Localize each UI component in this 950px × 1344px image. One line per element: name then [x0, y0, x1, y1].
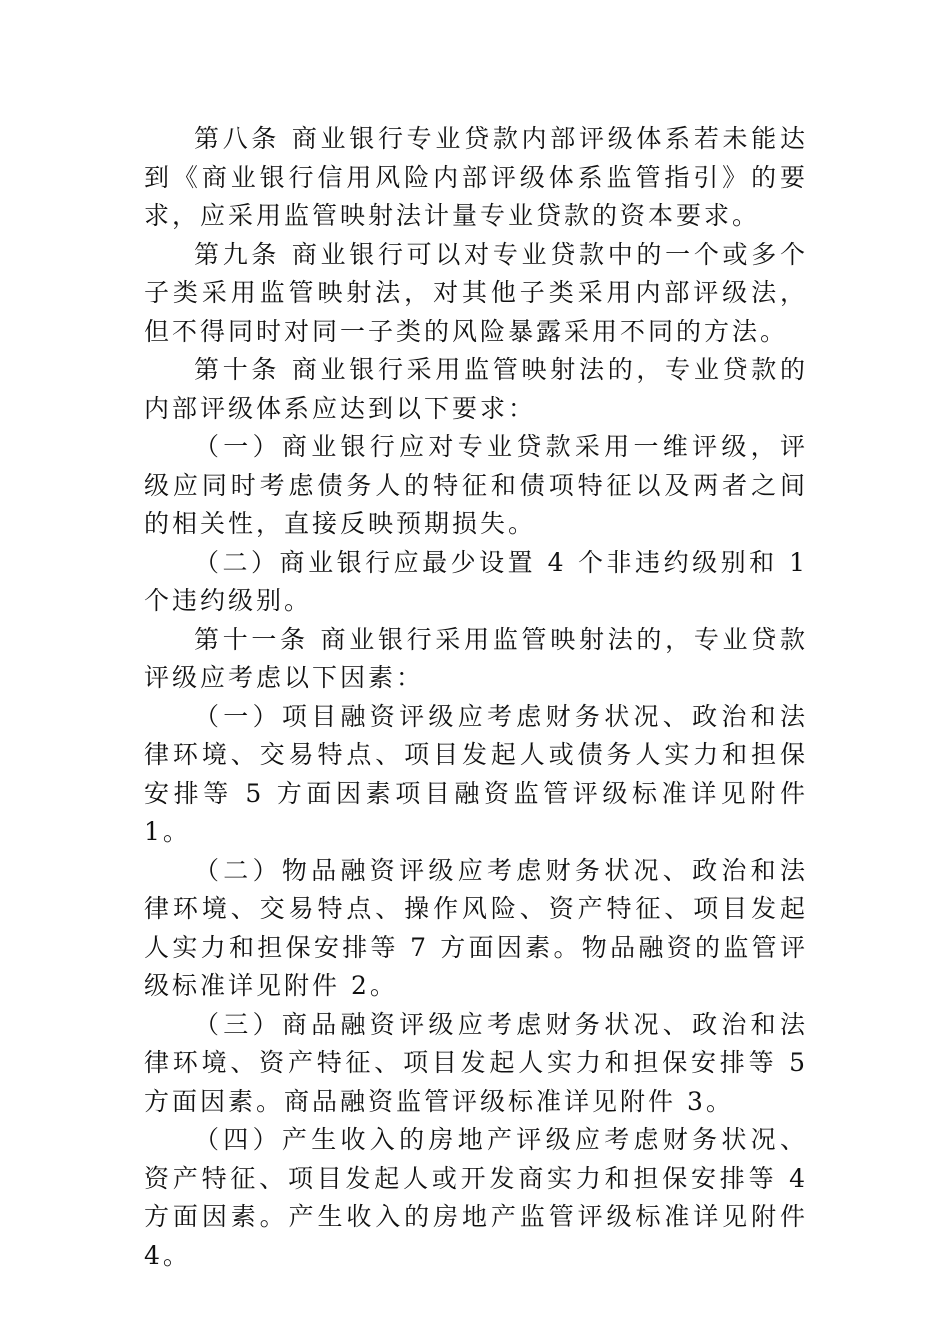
- article-9-paragraph: 第九条 商业银行可以对专业贷款中的一个或多个子类采用监管映射法，对其他子类采用内部评级法，但不得同时对同一子类的风险暴露采用不同的方法。: [144, 239, 808, 346]
- article-10-item-1: （一）商业银行应对专业贷款采用一维评级，评级应同时考虑债务人的特征和债项特征以及两者之间的相关性，直接反映预期损失。: [144, 432, 808, 538]
- article-11-item-1: （一）项目融资评级应考虑财务状况、政治和法律环境、交易特点、项目发起人或债务人实力和担保安排等 5 方面因素项目融资监管评级标准详见附件 1。: [144, 701, 808, 846]
- article-11-item-2: （二）物品融资评级应考虑财务状况、政治和法律环境、交易特点、操作风险、资产特征、项目发起人实力和担保安排等 7 方面因素。物品融资的监管评级标准详见附件 2。: [144, 855, 808, 1000]
- article-10-item-2: （二）商业银行应最少设置 4 个非违约级别和 1 个违约级别。: [144, 547, 808, 615]
- article-8-paragraph: 第八条 商业银行专业贷款内部评级体系若未能达到《商业银行信用风险内部评级体系监管指引》的要求，应采用监管映射法计量专业贷款的资本要求。: [144, 124, 808, 230]
- article-10-paragraph: 第十条 商业银行采用监管映射法的，专业贷款的内部评级体系应达到以下要求：: [144, 355, 808, 423]
- document-body: [144, 120, 808, 1275]
- article-11-item-4: （四）产生收入的房地产评级应考虑财务状况、资产特征、项目发起人或开发商实力和担保安排等 4 方面因素。产生收入的房地产监管评级标准详见附件 4。: [144, 1125, 808, 1270]
- article-11-paragraph: 第十一条 商业银行采用监管映射法的，专业贷款评级应考虑以下因素：: [144, 624, 808, 692]
- article-11-item-3: （三）商品融资评级应考虑财务状况、政治和法律环境、资产特征、项目发起人实力和担保安排等 5 方面因素。商品融资监管评级标准详见附件 3。: [144, 1009, 808, 1116]
